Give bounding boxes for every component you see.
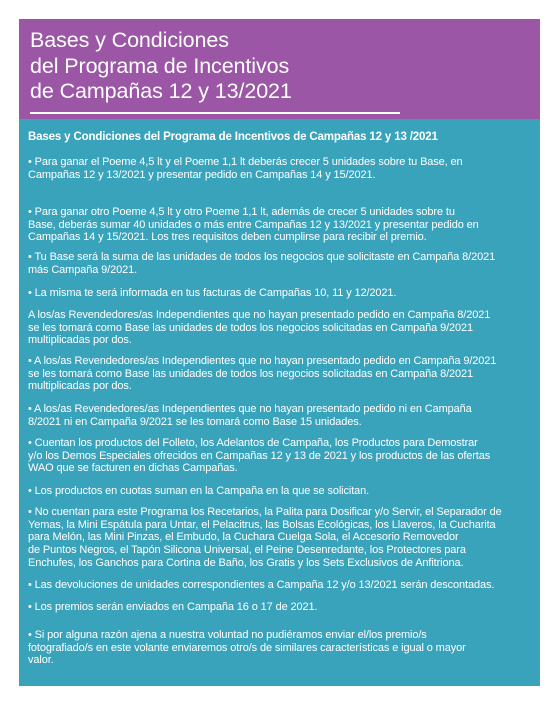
terms-line: fotografiado/s en este volante enviaremos otro/s de similares características e igual o mayor: [28, 641, 466, 654]
terms-paragraph: [28, 506, 536, 570]
title-line-3: de Campañas 12 y 13/2021: [30, 79, 292, 103]
terms-line: se les tomará como Base las unidades de todos los negocios solicitadas en Campaña 9/2021: [28, 321, 473, 334]
terms-line: Campañas 12 y 13/2021 y presentar pedido en Campañas 14 y 15/2021.: [28, 168, 376, 181]
terms-line: Yemas, la Mini Espátula para Untar, el Pelacitrus, las Bolsas Ecológicas, los Llaveros, la Cucharita: [28, 518, 496, 531]
terms-line: Campañas 14 y 15/2021. Los tres requisitos deben cumplirse para recibir el premio.: [28, 231, 427, 244]
terms-line: • Cuentan los productos del Folleto, los Adelantos de Campaña, los Productos para Demostrar: [28, 437, 478, 449]
terms-line: WAO que se facturen en dichas Campañas.: [28, 462, 238, 475]
terms-line: • No cuentan para este Programa los Recetarios, la Palita para Dosificar y/o Servir, el Separador de: [28, 506, 502, 518]
terms-line: Enchufes, los Ganchos para Cortina de Baño, los Gratis y los Sets Exclusivos de Anfitriona.: [28, 556, 464, 569]
terms-line: • A los/as Revendedores/as Independientes que no hayan presentado pedido ni en Campaña: [28, 403, 472, 415]
terms-line: de Puntos Negros, el Tapón Silicona Universal, el Peine Desenredante, los Protectores para: [28, 544, 466, 557]
terms-line: para Melón, las Mini Pinzas, el Embudo, la Cuchara Cuelga Sola, el Accesorio Removedor: [28, 531, 459, 544]
terms-line: • Si por alguna razón ajena a nuestra voluntad no pudiéramos enviar el/los premio/s: [28, 629, 427, 641]
terms-paragraph: [28, 629, 536, 667]
terms-line: valor.: [28, 654, 54, 667]
terms-line: A los/as Revendedores/as Independientes que no hayan presentado pedido en Campaña 8/2021: [28, 309, 491, 321]
terms-panel: [19, 119, 540, 686]
terms-line: • Para ganar otro Poeme 4,5 lt y otro Poeme 1,1 lt, además de crecer 5 unidades sobre tu: [28, 206, 455, 218]
terms-paragraph: [28, 287, 536, 300]
terms-paragraph: [28, 156, 536, 181]
title-line-1: Bases y Condiciones: [30, 28, 229, 52]
terms-paragraph: [28, 251, 536, 276]
terms-line: • La misma te será informada en tus facturas de Campañas 10, 11 y 12/2021.: [28, 287, 397, 299]
terms-line: multiplicadas por dos.: [28, 380, 132, 393]
terms-line: más Campaña 9/2021.: [28, 263, 138, 276]
terms-line: • A los/as Revendedores/as Independientes que no hayan presentado pedido en Campaña 9/2021: [28, 355, 497, 367]
terms-line: • Los productos en cuotas suman en la Campaña en la que se solicitan.: [28, 485, 370, 497]
terms-paragraph: [28, 403, 536, 428]
terms-line: y/o los Demos Especiales ofrecidos en Campañas 12 y 13 de 2021 y los productos de las ofertas: [28, 449, 491, 462]
title-line-2: del Programa de Incentivos: [30, 53, 290, 78]
title-banner: [19, 19, 540, 119]
terms-line: 8/2021 ni en Campaña 9/2021 se les tomará como Base 15 unidades.: [28, 415, 362, 428]
terms-paragraph: [28, 355, 536, 393]
terms-heading: Bases y Condiciones del Programa de Incentivos de Campañas 12 y 13 /2021: [28, 131, 438, 143]
terms-line: • Tu Base será la suma de las unidades de todos los negocios que solicitaste en Campaña 8/2021: [28, 251, 496, 263]
terms-paragraph: [28, 309, 536, 347]
terms-line: Base, deberás sumar 40 unidades o más entre Campañas 12 y 13/2021 y presentar pedido en: [28, 218, 479, 231]
terms-line: multiplicadas por dos.: [28, 334, 132, 347]
terms-paragraph: [28, 601, 536, 614]
terms-paragraph: [28, 206, 536, 244]
terms-line: • Las devoluciones de unidades correspondientes a Campaña 12 y/o 13/2021 serán descontadas.: [28, 579, 495, 591]
title-divider: [30, 112, 400, 114]
terms-line: • Para ganar el Poeme 4,5 lt y el Poeme 1,1 lt deberás crecer 5 unidades sobre tu Base, en: [28, 156, 463, 168]
terms-paragraph: [28, 485, 536, 498]
terms-paragraph: [28, 579, 536, 592]
terms-line: • Los premios serán enviados en Campaña 16 o 17 de 2021.: [28, 601, 318, 613]
terms-line: se les tomará como Base las unidades de todos los negocios solicitadas en Campaña 8/2021: [28, 367, 473, 380]
terms-paragraph: [28, 437, 536, 475]
page-title: [30, 28, 292, 105]
